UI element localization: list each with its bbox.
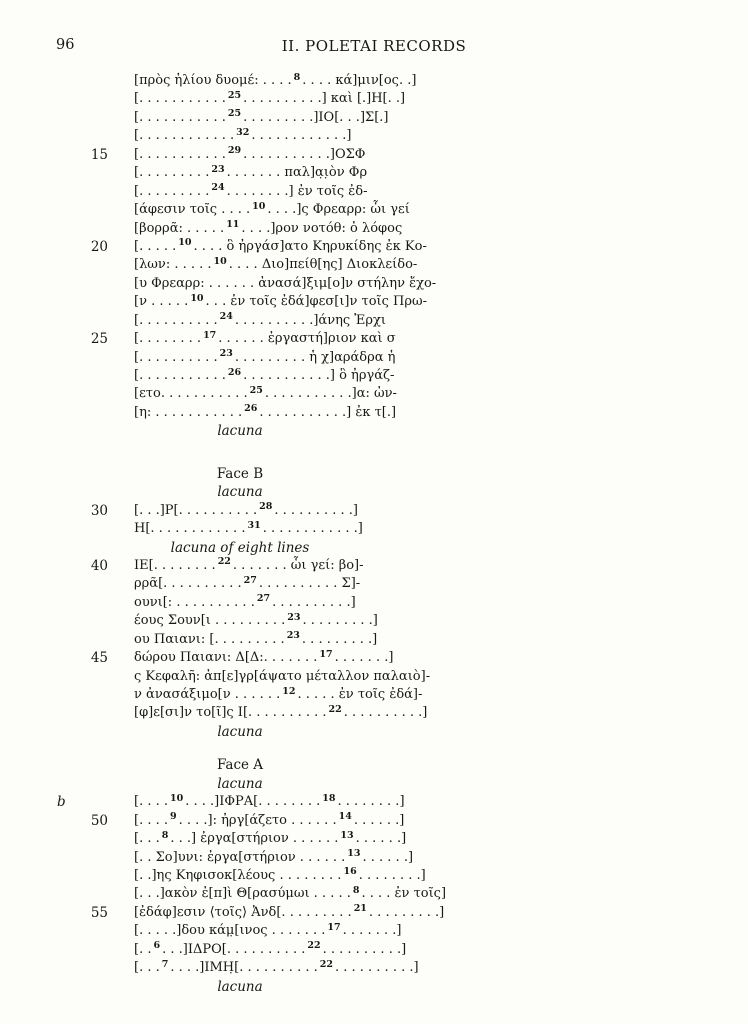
line-text: ρρᾶ[. . . . . . . . . . 27 . . . . . . . . . . Σ]- [134,574,361,592]
lacuna-note: lacuna [217,978,263,995]
text-line [0,941,748,959]
text-line [0,812,748,830]
line-text: [φ]ε[σι]ν το[ῖ]ς Ι[. . . . . . . . . . 22 . . . . . . . . . .] [134,703,428,721]
letter-count-superscript: 22 [328,703,342,715]
text-line [0,575,748,593]
text-line [0,220,748,238]
text-line [0,90,748,108]
letter-count-superscript: 25 [227,108,242,120]
letter-count-superscript: 21 [353,903,367,915]
line-text: έους Σουν[ι . . . . . . . . . 23 . . . . . . . . .] [134,611,378,629]
letter-count-superscript: 26 [244,403,258,415]
text-line [0,404,748,422]
lacuna-note: lacuna [217,723,263,740]
letter-count-superscript: 25 [249,384,263,396]
line-text: [άφεσιν τοῖς . . . . 10 . . . .]ς Φρεαρρ: ὧι γεί [134,200,410,218]
text-line [0,793,748,811]
centered-row [0,978,748,996]
line-text: [. . .]ακὸν ἐ[π]ὶ Θ[ρασύμωι . . . . . 8 . . . . ἐν τοῖς] [134,884,447,902]
text-line [0,72,748,90]
line-text: [λων: . . . . . 10 . . . . Διο]πείθ[ης] Διοκλείδο- [134,255,418,273]
letter-count-superscript: 27 [243,574,257,586]
line-text: [. . .]Ρ[. . . . . . . . . . 28 . . . . . . . . . .] [134,501,358,518]
text-line [0,109,748,127]
text-line [0,594,748,612]
lacuna-note: lacuna of eight lines [170,539,310,556]
line-text: [ν . . . . . 10 . . . ἐν τοῖς ἐδά]φεσ[ι]ν τοῖς Πρω- [134,292,428,310]
text-line [0,146,748,164]
line-text: ου Παιανι: [. . . . . . . . . 23 . . . . . . . . .] [134,630,378,647]
lacuna-note: lacuna [217,775,263,792]
letter-count-superscript: 14 [338,811,352,823]
letter-count-superscript: 24 [211,182,225,194]
line-number: 50 [90,812,108,829]
letter-count-superscript: 23 [286,630,300,642]
text-line [0,330,748,348]
letter-count-superscript: 23 [287,611,301,623]
line-text: [ἐδάφ]εσιν ⟨τοῖς⟩ Ἀνδ[. . . . . . . . . 21 . . . . . . . . .] [134,903,445,920]
letter-count-superscript: 8 [352,884,360,896]
text-line [0,201,748,219]
line-number: 30 [90,502,108,519]
letter-count-superscript: 25 [227,89,242,101]
line-text: [. . . . . . . . . . . 25 . . . . . . . . . .] καὶ [.]Η[. .] [134,89,406,107]
letter-count-superscript: 13 [340,829,354,841]
text-line [0,612,748,630]
centered-row [0,723,748,741]
line-number: 40 [90,557,108,574]
line-text: [. . . . 10 . . . .]ΙΦΡΑ[. . . . . . . . 18 . . . . . . . .] [134,792,405,810]
line-text: [. . . . . . . . . . . 25 . . . . . . . . .]ΙΟ[. . .]Σ[.] [134,108,389,125]
line-number: 15 [90,146,108,163]
line-text: ν ἀνασάξιμο[ν . . . . . . 12 . . . . . ἐν τοῖς ἐδά]- [134,685,423,702]
text-line [0,885,748,903]
text-line [0,922,748,940]
text-line [0,904,748,922]
letter-count-superscript: 22 [217,556,231,568]
line-text: Η[. . . . . . . . . . . . 31 . . . . . . . . . . . .] [134,519,363,537]
letter-count-superscript: 22 [319,958,333,970]
letter-count-superscript: 12 [282,685,296,697]
line-text: [. . Σο]υνι: ἐργα[στήριον . . . . . . 13 . . . . . .] [134,848,414,865]
line-text: [. . 6 . . .]ΙΔΡΟ[. . . . . . . . . . 22 . . . . . . . . . .] [134,940,407,957]
letter-count-superscript: 11 [226,219,240,230]
text-line [0,502,748,520]
letter-count-superscript: 13 [347,848,361,859]
letter-count-superscript: 9 [170,811,177,823]
line-text: ς Κεφαλῆ: ἀπ[ε]γρ[άψατο μέταλλον παλαιὸ]- [134,668,431,684]
letter-count-superscript: 28 [259,501,273,513]
text-line [0,349,748,367]
line-text: [. . . . . . . . . . 24 . . . . . . . . . .]άνης Ἐρχι [134,311,387,328]
line-text: [. . . . . . . . . 24 . . . . . . . .] ἐν τοῖς ἐδ- [134,182,368,199]
text-column [0,72,748,996]
letter-count-superscript: 32 [236,126,250,138]
letter-count-superscript: 8 [293,71,301,83]
letter-count-superscript: 10 [213,255,227,267]
text-line [0,631,748,649]
line-text: [. . . . . . . . . . . 26 . . . . . . . . . . .] ὃ ἠργάζ- [134,366,395,383]
text-line [0,367,748,385]
text-line [0,275,748,293]
lacuna-note: lacuna [217,423,263,440]
text-line [0,312,748,330]
letter-count-superscript: 17 [327,921,341,933]
line-text: δώρου Παιανι: Δ[Δ:. . . . . . . 17 . . . . . . .] [134,648,394,666]
line-text: [. . . 8 . . .] ἐργα[στήριον . . . . . . 13 . . . . . .] [134,829,407,847]
page-header [0,37,748,57]
text-line [0,668,748,686]
text-line [0,557,748,575]
letter-count-superscript: 27 [256,593,271,605]
running-title: II. POLETAI RECORDS [281,37,467,55]
letter-count-superscript: 18 [322,792,336,804]
line-number: 20 [90,238,108,255]
block-spacer [0,741,748,756]
lacuna-note: lacuna [217,484,263,501]
letter-count-superscript: 17 [319,648,333,660]
page-number: 96 [56,37,75,53]
line-text: [. . . . . . . . . . 23 . . . . . . . . . ἡ χ]αράδρα ἡ [134,348,396,365]
line-text: [η: . . . . . . . . . . . 26 . . . . . . . . . . .] ἐκ τ[.] [134,403,397,420]
line-text: [. . . . . . . . 17 . . . . . . ἐργαστή]ριον καὶ σ [134,329,396,347]
line-text: [. . . . 9 . . . .]: ἠργ[άζετο . . . . . . 14 . . . . . .] [134,811,405,828]
letter-count-superscript: 8 [161,829,169,841]
margin-letter: b [57,794,66,811]
face-heading: Face A [216,757,264,774]
text-line [0,849,748,867]
letter-count-superscript: 23 [211,163,225,175]
line-text: [. . . . . 10 . . . . ὃ ἠργάσ]ατο Κηρυκίδης ἐκ Κο- [134,237,427,254]
centered-row [0,422,748,440]
text-line [0,959,748,977]
text-line [0,293,748,311]
text-line [0,686,748,704]
text-line [0,520,748,538]
centered-row [0,775,748,793]
centered-row [0,483,748,501]
line-text: [βορρᾶ: . . . . . 11 . . . .]ρον νοτόθ: ὁ λόφος [134,219,403,236]
letter-count-superscript: 22 [307,940,321,952]
centered-row [0,756,748,774]
text-line [0,127,748,145]
text-line [0,385,748,403]
letter-count-superscript: 24 [219,311,233,323]
text-line [0,649,748,667]
line-text: [πρὸς ἡλίου δυομέ: . . . . 8 . . . . κά]μιν[ος. .] [134,71,417,88]
text-line [0,867,748,885]
letter-count-superscript: 6 [153,940,161,952]
line-text: [. .]ης Κηφισοκ[λέους . . . . . . . . 16 . . . . . . . .] [134,866,426,883]
text-line [0,238,748,256]
face-heading: Face B [216,465,264,482]
line-text: ΙΕ[. . . . . . . . 22 . . . . . . . ὧι γεί: βο]- [134,556,364,573]
line-text: [υ Φρεαρρ: . . . . . . ἀνασά]ξιμ[ο]ν στήλην ἔχο- [134,275,437,291]
line-text: [. . . . . . . . . . . . 32 . . . . . . . . . . . .] [134,126,352,144]
line-text: [. . . . . . . . . 23 . . . . . . . παλ]α̣ι̣ὸν Φρ [134,163,368,181]
line-text: [. . . 7 . . . .]ΙΜΗ̣[. . . . . . . . . . 22 . . . . . . . . . .] [134,958,419,976]
letter-count-superscript: 31 [247,519,261,531]
letter-count-superscript: 29 [227,145,242,157]
text-line [0,183,748,201]
letter-count-superscript: 7 [161,958,169,970]
letter-count-superscript: 10 [252,200,266,212]
text-line [0,256,748,274]
text-line [0,830,748,848]
letter-count-superscript: 10 [170,792,184,804]
line-text: ουνι[: . . . . . . . . . . 27 . . . . . . . . . .] [134,593,356,610]
line-number: 55 [90,904,108,921]
line-number: 45 [90,650,108,667]
line-text: [. . . . . . . . . . . 29 . . . . . . . . . . .]ΟΣΦ [134,145,366,162]
block-spacer [0,441,748,465]
letter-count-superscript: 16 [343,866,357,878]
text-line [0,704,748,722]
line-text: [ετο. . . . . . . . . . . 25 . . . . . . . . . . .]α: ὠν- [134,384,397,402]
letter-count-superscript: 23 [219,348,233,360]
letter-count-superscript: 17 [203,329,217,341]
line-number: 25 [90,331,108,348]
letter-count-superscript: 26 [227,366,242,378]
text-line [0,164,748,182]
centered-row [0,539,748,557]
letter-count-superscript: 10 [190,292,204,304]
centered-row [0,465,748,483]
line-text: [. . . . .]δου κάμ̣[ινος . . . . . . . 17 . . . . . . .] [134,921,402,939]
letter-count-superscript: 10 [178,237,192,249]
